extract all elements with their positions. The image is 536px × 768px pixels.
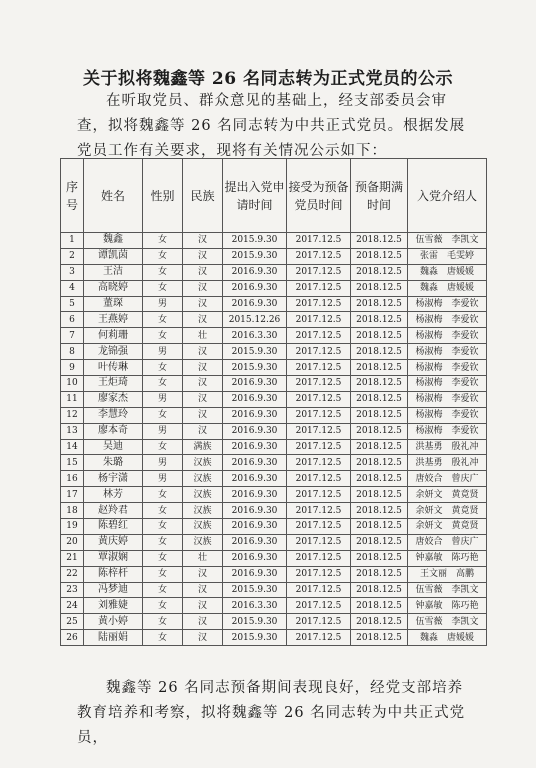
cell-seq: 10 [61, 376, 84, 392]
cell-ethnicity: 壮 [183, 328, 223, 344]
table-row [61, 503, 487, 519]
cell-gender: 女 [143, 360, 183, 376]
cell-probation-end: 2018.12.5 [351, 264, 408, 280]
cell-introducers: 洪基勇 殷礼冲 [408, 455, 487, 471]
cell-application-date: 2016.9.30 [223, 376, 287, 392]
cell-seq: 5 [61, 296, 84, 312]
cell-seq: 14 [61, 439, 84, 455]
cell-ethnicity: 汉 [183, 614, 223, 630]
cell-introducers: 杨淑梅 李爱钦 [408, 391, 487, 407]
cell-ethnicity: 满族 [183, 439, 223, 455]
cell-gender: 女 [143, 598, 183, 614]
cell-probation-end: 2018.12.5 [351, 487, 408, 503]
cell-application-date: 2016.9.30 [223, 503, 287, 519]
cell-probation-start: 2017.12.5 [287, 296, 351, 312]
cell-application-date: 2016.9.30 [223, 566, 287, 582]
cell-seq: 4 [61, 280, 84, 296]
cell-gender: 女 [143, 264, 183, 280]
cell-probation-start: 2017.12.5 [287, 630, 351, 646]
cell-probation-start: 2017.12.5 [287, 328, 351, 344]
table-row [61, 471, 487, 487]
cell-application-date: 2016.9.30 [223, 407, 287, 423]
cell-probation-end: 2018.12.5 [351, 582, 408, 598]
cell-application-date: 2016.9.30 [223, 296, 287, 312]
cell-gender: 女 [143, 407, 183, 423]
cell-name: 王燕婷 [84, 312, 143, 328]
cell-probation-end: 2018.12.5 [351, 519, 408, 535]
candidate-table [60, 158, 487, 646]
cell-probation-start: 2017.12.5 [287, 534, 351, 550]
cell-application-date: 2016.9.30 [223, 455, 287, 471]
cell-ethnicity: 汉 [183, 566, 223, 582]
cell-name: 朱璐 [84, 455, 143, 471]
cell-gender: 女 [143, 376, 183, 392]
cell-name: 刘雅婕 [84, 598, 143, 614]
cell-seq: 26 [61, 630, 84, 646]
cell-gender: 女 [143, 328, 183, 344]
cell-introducers: 杨淑梅 李爱钦 [408, 312, 487, 328]
cell-gender: 女 [143, 439, 183, 455]
cell-seq: 7 [61, 328, 84, 344]
cell-ethnicity: 汉 [183, 407, 223, 423]
cell-application-date: 2015.9.30 [223, 344, 287, 360]
cell-application-date: 2016.9.30 [223, 280, 287, 296]
cell-seq: 24 [61, 598, 84, 614]
table-row [61, 598, 487, 614]
cell-name: 黄小婷 [84, 614, 143, 630]
table-row [61, 248, 487, 264]
cell-probation-start: 2017.12.5 [287, 455, 351, 471]
cell-ethnicity: 汉族 [183, 519, 223, 535]
cell-probation-start: 2017.12.5 [287, 614, 351, 630]
cell-name: 廖家杰 [84, 391, 143, 407]
cell-ethnicity: 汉 [183, 296, 223, 312]
cell-ethnicity: 汉 [183, 360, 223, 376]
cell-probation-start: 2017.12.5 [287, 503, 351, 519]
cell-seq: 9 [61, 360, 84, 376]
table-row [61, 614, 487, 630]
cell-introducers: 魏淼 唐媛媛 [408, 264, 487, 280]
cell-introducers: 杨淑梅 李爱钦 [408, 296, 487, 312]
cell-ethnicity: 汉 [183, 582, 223, 598]
cell-application-date: 2016.9.30 [223, 423, 287, 439]
cell-name: 王洁 [84, 264, 143, 280]
cell-introducers: 杨淑梅 李爱钦 [408, 376, 487, 392]
cell-introducers: 王文丽 高鹏 [408, 566, 487, 582]
cell-ethnicity: 汉族 [183, 455, 223, 471]
cell-application-date: 2015.9.30 [223, 630, 287, 646]
cell-probation-end: 2018.12.5 [351, 630, 408, 646]
cell-probation-end: 2018.12.5 [351, 439, 408, 455]
table-row [61, 439, 487, 455]
cell-seq: 6 [61, 312, 84, 328]
cell-gender: 女 [143, 550, 183, 566]
cell-seq: 18 [61, 503, 84, 519]
cell-probation-start: 2017.12.5 [287, 407, 351, 423]
cell-name: 魏鑫 [84, 233, 143, 249]
table-row [61, 534, 487, 550]
cell-name: 陈梓杆 [84, 566, 143, 582]
cell-ethnicity: 汉 [183, 312, 223, 328]
cell-probation-end: 2018.12.5 [351, 248, 408, 264]
cell-seq: 25 [61, 614, 84, 630]
cell-name: 谭凯茵 [84, 248, 143, 264]
header-name: 姓名 [84, 159, 143, 233]
cell-probation-end: 2018.12.5 [351, 423, 408, 439]
cell-name: 吴迪 [84, 439, 143, 455]
table-row [61, 566, 487, 582]
header-introducers: 入党介绍人 [408, 159, 487, 233]
cell-probation-end: 2018.12.5 [351, 328, 408, 344]
cell-name: 黄庆婷 [84, 534, 143, 550]
cell-application-date: 2015.9.30 [223, 248, 287, 264]
cell-gender: 女 [143, 312, 183, 328]
cell-seq: 20 [61, 534, 84, 550]
cell-gender: 女 [143, 630, 183, 646]
cell-probation-end: 2018.12.5 [351, 360, 408, 376]
cell-gender: 男 [143, 391, 183, 407]
cell-gender: 女 [143, 519, 183, 535]
cell-gender: 女 [143, 534, 183, 550]
cell-seq: 12 [61, 407, 84, 423]
cell-seq: 8 [61, 344, 84, 360]
cell-introducers: 余妍文 黄竟贤 [408, 503, 487, 519]
cell-name: 赵羚君 [84, 503, 143, 519]
cell-name: 冯梦迪 [84, 582, 143, 598]
cell-seq: 13 [61, 423, 84, 439]
cell-probation-end: 2018.12.5 [351, 503, 408, 519]
cell-introducers: 杨淑梅 李爱钦 [408, 407, 487, 423]
cell-application-date: 2015.12.26 [223, 312, 287, 328]
cell-application-date: 2016.3.30 [223, 328, 287, 344]
cell-introducers: 余妍文 黄竟贤 [408, 487, 487, 503]
cell-name: 李慧玲 [84, 407, 143, 423]
cell-probation-end: 2018.12.5 [351, 550, 408, 566]
cell-probation-start: 2017.12.5 [287, 360, 351, 376]
cell-gender: 女 [143, 248, 183, 264]
cell-ethnicity: 汉 [183, 280, 223, 296]
cell-introducers: 余妍文 黄竟贤 [408, 519, 487, 535]
header-application-date: 提出入党申请时间 [223, 159, 287, 233]
table-row [61, 280, 487, 296]
cell-name: 董琛 [84, 296, 143, 312]
table-row [61, 360, 487, 376]
cell-probation-start: 2017.12.5 [287, 312, 351, 328]
cell-gender: 女 [143, 503, 183, 519]
cell-seq: 23 [61, 582, 84, 598]
cell-introducers: 张雷 毛雯婷 [408, 248, 487, 264]
cell-name: 林芳 [84, 487, 143, 503]
cell-application-date: 2015.9.30 [223, 360, 287, 376]
cell-application-date: 2015.9.30 [223, 614, 287, 630]
cell-name: 覃淑娴 [84, 550, 143, 566]
cell-ethnicity: 汉 [183, 630, 223, 646]
cell-gender: 女 [143, 614, 183, 630]
header-probation-start: 接受为预备党员时间 [287, 159, 351, 233]
table-header-row [61, 159, 487, 233]
cell-probation-start: 2017.12.5 [287, 519, 351, 535]
cell-probation-end: 2018.12.5 [351, 376, 408, 392]
cell-name: 廖本奇 [84, 423, 143, 439]
cell-probation-end: 2018.12.5 [351, 455, 408, 471]
cell-name: 高晓婷 [84, 280, 143, 296]
table-row [61, 233, 487, 249]
cell-ethnicity: 汉 [183, 598, 223, 614]
table-row [61, 391, 487, 407]
table-row [61, 487, 487, 503]
cell-introducers: 伍雪薇 李凯文 [408, 582, 487, 598]
cell-application-date: 2016.3.30 [223, 598, 287, 614]
cell-introducers: 洪基勇 殷礼冲 [408, 439, 487, 455]
cell-ethnicity: 汉族 [183, 534, 223, 550]
cell-probation-end: 2018.12.5 [351, 566, 408, 582]
cell-name: 叶传琳 [84, 360, 143, 376]
cell-seq: 15 [61, 455, 84, 471]
cell-ethnicity: 汉 [183, 233, 223, 249]
cell-introducers: 唐姣合 曾庆广 [408, 471, 487, 487]
cell-seq: 17 [61, 487, 84, 503]
cell-ethnicity: 壮 [183, 550, 223, 566]
cell-probation-start: 2017.12.5 [287, 264, 351, 280]
cell-name: 陆丽娟 [84, 630, 143, 646]
cell-probation-end: 2018.12.5 [351, 391, 408, 407]
cell-gender: 男 [143, 423, 183, 439]
cell-application-date: 2016.9.30 [223, 264, 287, 280]
cell-name: 陈碧红 [84, 519, 143, 535]
cell-gender: 女 [143, 582, 183, 598]
table-row [61, 582, 487, 598]
cell-probation-start: 2017.12.5 [287, 439, 351, 455]
cell-seq: 11 [61, 391, 84, 407]
cell-introducers: 杨淑梅 李爱钦 [408, 344, 487, 360]
cell-probation-end: 2018.12.5 [351, 280, 408, 296]
table-row [61, 376, 487, 392]
cell-seq: 3 [61, 264, 84, 280]
cell-probation-start: 2017.12.5 [287, 233, 351, 249]
cell-probation-end: 2018.12.5 [351, 471, 408, 487]
cell-probation-start: 2017.12.5 [287, 344, 351, 360]
cell-ethnicity: 汉 [183, 264, 223, 280]
cell-gender: 男 [143, 471, 183, 487]
header-probation-end: 预备期满时间 [351, 159, 408, 233]
cell-application-date: 2016.9.30 [223, 471, 287, 487]
cell-probation-start: 2017.12.5 [287, 566, 351, 582]
cell-probation-start: 2017.12.5 [287, 471, 351, 487]
cell-probation-start: 2017.12.5 [287, 582, 351, 598]
cell-seq: 1 [61, 233, 84, 249]
cell-probation-end: 2018.12.5 [351, 296, 408, 312]
cell-ethnicity: 汉族 [183, 503, 223, 519]
cell-probation-start: 2017.12.5 [287, 376, 351, 392]
table-row [61, 407, 487, 423]
cell-introducers: 唐姣合 曾庆广 [408, 534, 487, 550]
cell-application-date: 2016.9.30 [223, 439, 287, 455]
cell-ethnicity: 汉 [183, 376, 223, 392]
table-row [61, 455, 487, 471]
cell-probation-end: 2018.12.5 [351, 614, 408, 630]
cell-ethnicity: 汉族 [183, 471, 223, 487]
table-row [61, 312, 487, 328]
cell-probation-start: 2017.12.5 [287, 391, 351, 407]
table-row [61, 550, 487, 566]
header-gender: 性别 [143, 159, 183, 233]
cell-gender: 男 [143, 344, 183, 360]
cell-probation-start: 2017.12.5 [287, 487, 351, 503]
cell-introducers: 钟嘉敏 陈巧艳 [408, 550, 487, 566]
cell-ethnicity: 汉 [183, 391, 223, 407]
cell-probation-end: 2018.12.5 [351, 407, 408, 423]
table-row [61, 630, 487, 646]
cell-seq: 21 [61, 550, 84, 566]
cell-application-date: 2015.9.30 [223, 233, 287, 249]
cell-introducers: 魏淼 唐媛媛 [408, 630, 487, 646]
table-body [61, 233, 487, 646]
cell-ethnicity: 汉 [183, 423, 223, 439]
cell-ethnicity: 汉族 [183, 487, 223, 503]
table-row [61, 423, 487, 439]
cell-introducers: 杨淑梅 李爱钦 [408, 360, 487, 376]
cell-application-date: 2016.9.30 [223, 519, 287, 535]
cell-seq: 22 [61, 566, 84, 582]
cell-ethnicity: 汉 [183, 344, 223, 360]
cell-ethnicity: 汉 [183, 248, 223, 264]
cell-gender: 女 [143, 566, 183, 582]
intro-paragraph: 在听取党员、群众意见的基础上，经支部委员会审查，拟将魏鑫等 26 名同志转为中共正式党员。根据发展党员工作有关要求，现将有关情况公示如下： [77, 93, 466, 159]
cell-application-date: 2016.9.30 [223, 550, 287, 566]
table-row [61, 344, 487, 360]
cell-application-date: 2016.9.30 [223, 487, 287, 503]
cell-probation-start: 2017.12.5 [287, 248, 351, 264]
cell-probation-start: 2017.12.5 [287, 423, 351, 439]
cell-probation-start: 2017.12.5 [287, 280, 351, 296]
cell-probation-start: 2017.12.5 [287, 550, 351, 566]
cell-introducers: 杨淑梅 李爱钦 [408, 423, 487, 439]
header-ethnicity: 民族 [183, 159, 223, 233]
table-row [61, 264, 487, 280]
cell-gender: 女 [143, 280, 183, 296]
cell-probation-end: 2018.12.5 [351, 312, 408, 328]
cell-name: 龙锦强 [84, 344, 143, 360]
cell-application-date: 2015.9.30 [223, 582, 287, 598]
table-row [61, 519, 487, 535]
cell-introducers: 魏淼 唐媛媛 [408, 280, 487, 296]
closing-paragraph: 魏鑫等 26 名同志预备期间表现良好，经党支部培养教育培养和考察，拟将魏鑫等 26 名同志转为中共正式党员， [77, 680, 466, 746]
cell-probation-start: 2017.12.5 [287, 598, 351, 614]
cell-seq: 2 [61, 248, 84, 264]
cell-name: 杨宇潇 [84, 471, 143, 487]
cell-gender: 男 [143, 296, 183, 312]
cell-seq: 19 [61, 519, 84, 535]
cell-probation-end: 2018.12.5 [351, 344, 408, 360]
cell-application-date: 2016.9.30 [223, 534, 287, 550]
cell-introducers: 伍雪薇 李凯文 [408, 614, 487, 630]
cell-seq: 16 [61, 471, 84, 487]
cell-gender: 女 [143, 487, 183, 503]
cell-probation-end: 2018.12.5 [351, 534, 408, 550]
document-title: 关于拟将魏鑫等 26 名同志转为正式党员的公示 [83, 69, 453, 89]
cell-probation-end: 2018.12.5 [351, 233, 408, 249]
cell-gender: 女 [143, 233, 183, 249]
cell-gender: 男 [143, 455, 183, 471]
cell-application-date: 2016.9.30 [223, 391, 287, 407]
cell-name: 王炬琦 [84, 376, 143, 392]
cell-introducers: 伍雪薇 李凯文 [408, 233, 487, 249]
cell-name: 何莉珊 [84, 328, 143, 344]
cell-probation-end: 2018.12.5 [351, 598, 408, 614]
table-row [61, 296, 487, 312]
table-row [61, 328, 487, 344]
header-seq: 序号 [61, 159, 84, 233]
cell-introducers: 杨淑梅 李爱钦 [408, 328, 487, 344]
cell-introducers: 钟嘉敏 陈巧艳 [408, 598, 487, 614]
